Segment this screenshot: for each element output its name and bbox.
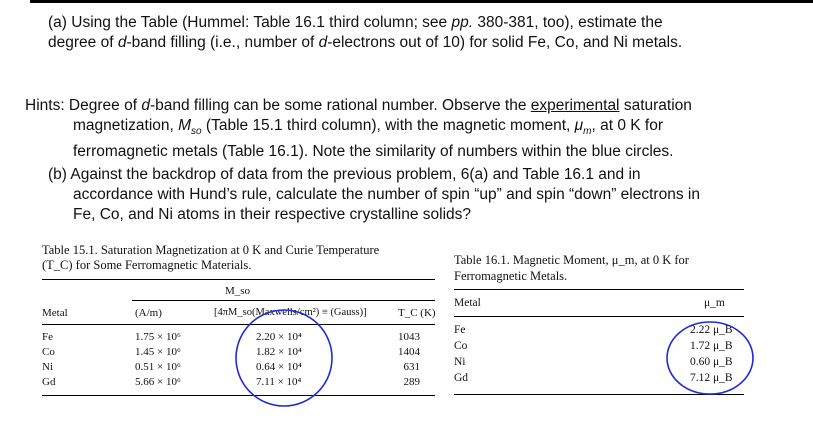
table-15-1-caption-line1: Table 15.1. Saturation Magnetization at 0 K and Curie Temperature [42,243,380,257]
question-a-line2: degree of d-band filling (i.e., number of d-electrons out of 10) for solid Fe, Co, and Ni metals. [48,34,683,51]
group-header-mso: M_so [225,285,251,297]
group-header-rule [132,300,435,301]
t151-r0-am: 1.75 × 10⁶ [135,331,181,343]
t151-r1-gauss: 1.82 × 10⁴ [256,346,302,358]
top-border [30,0,813,3]
col-header-am: (A/m) [135,307,162,319]
hints-line2: magnetization, $M_{so}$ (Table 15.1 third column), with the magnetic moment, $\mu_m$, at 0 K for [73,117,663,138]
hints [25,96,795,162]
table-15-1-caption-line2: (T_C) for Some Ferromagnetic Materials. [42,258,252,272]
t161-r0-metal: Fe [454,324,466,336]
table-16-1-caption-line2: Ferromagnetic Metals. [454,269,568,283]
col-header-metal: Metal [42,307,68,319]
t161-r1-metal: Co [454,340,468,352]
hints-line1: Hints: Degree of d-band filling can be some rational number. Observe the experimental saturation [25,97,692,114]
table-top-rule [42,279,435,280]
t161-header-rule [454,316,744,317]
t151-r3-metal: Gd [42,376,56,388]
t151-r3-gauss: 7.11 × 10⁴ [256,376,302,388]
t151-r1-tc: 1404 [398,346,420,358]
t161-r2-mu: 0.60 μ_B [690,356,733,368]
t151-r0-tc: 1043 [398,331,420,343]
table-15-1 [42,243,436,388]
t151-r1-metal: Co [42,346,55,358]
t161-bottom-rule [454,394,744,395]
t151-r2-tc: 631 [403,361,420,373]
t161-top-rule [454,289,744,290]
col-header-tc: T_C (K) [398,307,436,319]
col-header-gauss: [4πM_so(Maxwells/cm²) ≡ (Gauss)] [214,307,367,318]
table-16-1 [454,252,744,384]
t151-r2-am: 0.51 × 10⁶ [135,361,181,373]
t151-r3-tc: 289 [403,376,420,388]
question-b-line1: (b) Against the backdrop of data from the previous problem, 6(a) and Table 16.1 and in [48,166,641,183]
t151-r1-am: 1.45 × 10⁶ [135,346,181,358]
t161-r3-mu: 7.12 μ_B [690,372,733,384]
t161-col-header-mu: μ_m [704,297,725,309]
t161-r0-mu: 2.22 μ_B [690,324,733,336]
t151-r2-metal: Ni [42,361,53,373]
t161-r3-metal: Gd [454,372,469,384]
t151-r0-gauss: 2.20 × 10⁴ [256,331,302,343]
table-16-1-caption-line1: Table 16.1. Magnetic Moment, μ_m, at 0 K for [454,253,689,267]
t151-r3-am: 5.66 × 10⁶ [135,376,181,388]
hints-line3: ferromagnetic metals (Table 16.1). Note the similarity of numbers within the blue circles. [73,143,674,161]
question-b [48,165,793,225]
table-header-rule [42,324,435,325]
table-bottom-rule [42,395,435,396]
question-b-line3: Fe, Co, and Ni atoms in their respective crystalline solids? [73,206,471,223]
t151-r0-metal: Fe [42,331,53,343]
question-a [48,13,803,53]
t161-col-header-metal: Metal [454,297,481,309]
t161-r1-mu: 1.72 μ_B [690,340,733,352]
t161-r2-metal: Ni [454,356,466,368]
question-b-line2: accordance with Hund’s rule, calculate the number of spin “up” and spin “down” electrons in [73,186,700,203]
question-a-line1: (a) Using the Table (Hummel: Table 16.1 third column; see pp. 380-381, too), estimate the [48,14,663,31]
t151-r2-gauss: 0.64 × 10⁴ [256,361,302,373]
